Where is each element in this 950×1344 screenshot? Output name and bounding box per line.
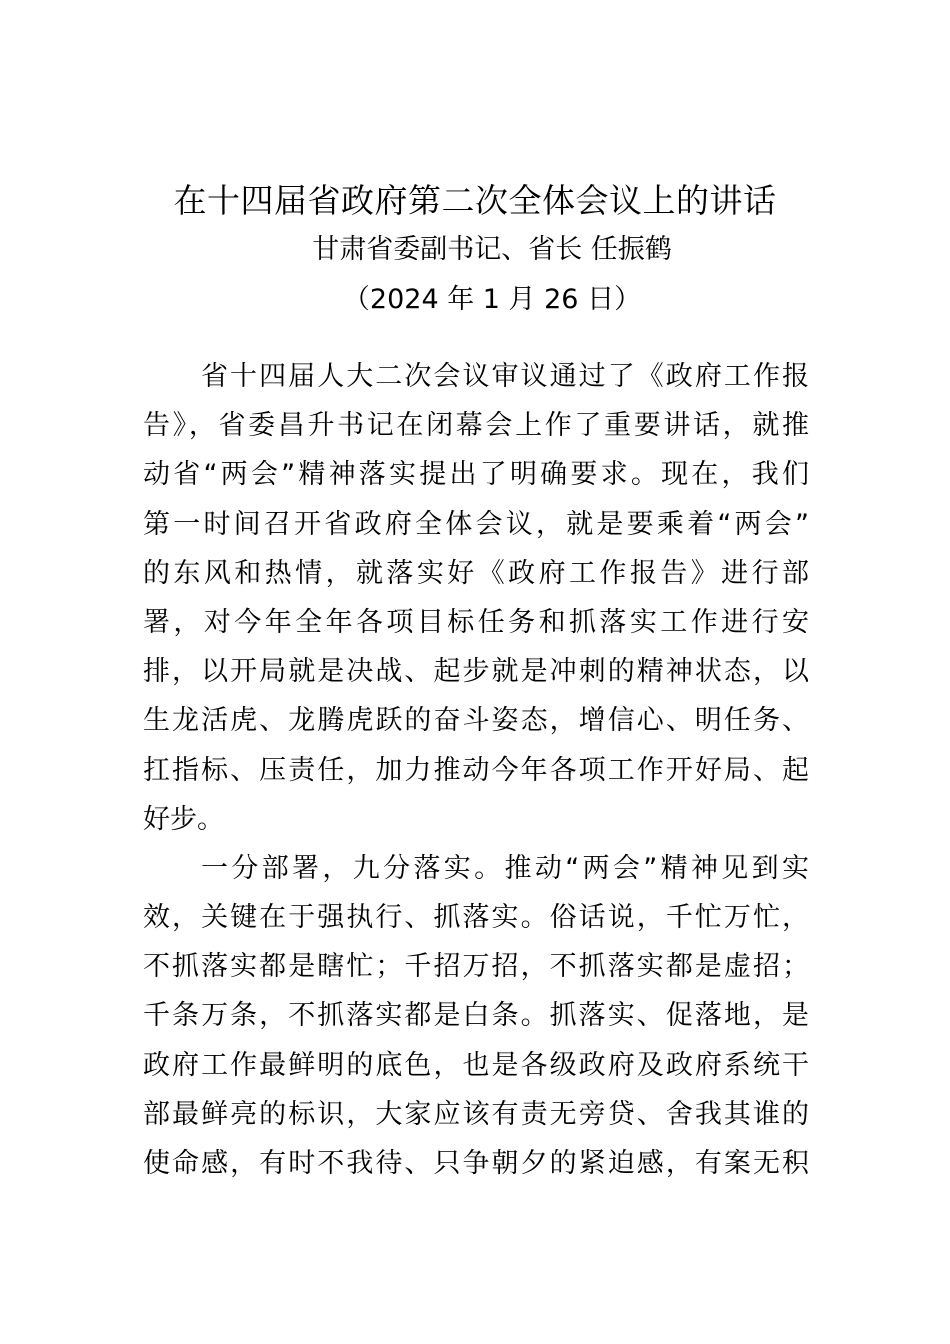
text-line: 部最鲜亮的标识，大家应该有责无旁贷、舍我其谁的	[143, 1098, 809, 1130]
text-line: 动省“两会”精神落实提出了明确要求。现在，我们	[143, 459, 809, 491]
text-line: 一分部署，九分落实。推动“两会”精神见到实	[201, 852, 809, 884]
document-title: 在十四届省政府第二次全体会议上的讲话	[173, 181, 777, 220]
text-line: 效，关键在于强执行、抓落实。俗话说，千忙万忙，	[143, 902, 809, 934]
text-line: 政府工作最鲜明的底色，也是各级政府及政府系统干	[143, 1049, 809, 1081]
text-line: 生龙活虎、龙腾虎跃的奋斗姿态，增信心、明任务、	[143, 705, 809, 737]
paragraph-2	[143, 844, 809, 1188]
text-line: 扛指标、压责任，加力推动今年各项工作开好局、起	[143, 754, 809, 786]
document-author: 甘肃省委副书记、省长 任振鹤	[312, 234, 672, 265]
document-date: （2024 年 1 月 26 日）	[342, 284, 642, 315]
text-line: 千条万条，不抓落实都是白条。抓落实、促落地，是	[143, 1000, 809, 1032]
document-body	[143, 352, 809, 1188]
text-line: 省十四届人大二次会议审议通过了《政府工作报	[201, 361, 809, 392]
paragraph-1	[143, 352, 809, 844]
text-line: 告》，省委昌升书记在闭幕会上作了重要讲话，就推	[143, 410, 809, 442]
text-line: 署，对今年全年各项目标任务和抓落实工作进行安	[143, 606, 809, 638]
text-line: 的东风和热情，就落实好《政府工作报告》进行部	[143, 557, 809, 589]
text-line: 使命感，有时不我待、只争朝夕的紧迫感，有案无积	[143, 1148, 809, 1179]
text-line: 第一时间召开省政府全体会议，就是要乘着“两会”	[143, 508, 809, 540]
text-line: 排，以开局就是决战、起步就是冲刺的精神状态，以	[143, 656, 809, 688]
text-line: 不抓落实都是瞎忙；千招万招，不抓落实都是虚招；	[143, 951, 809, 983]
text-line: 好步。	[143, 803, 224, 835]
